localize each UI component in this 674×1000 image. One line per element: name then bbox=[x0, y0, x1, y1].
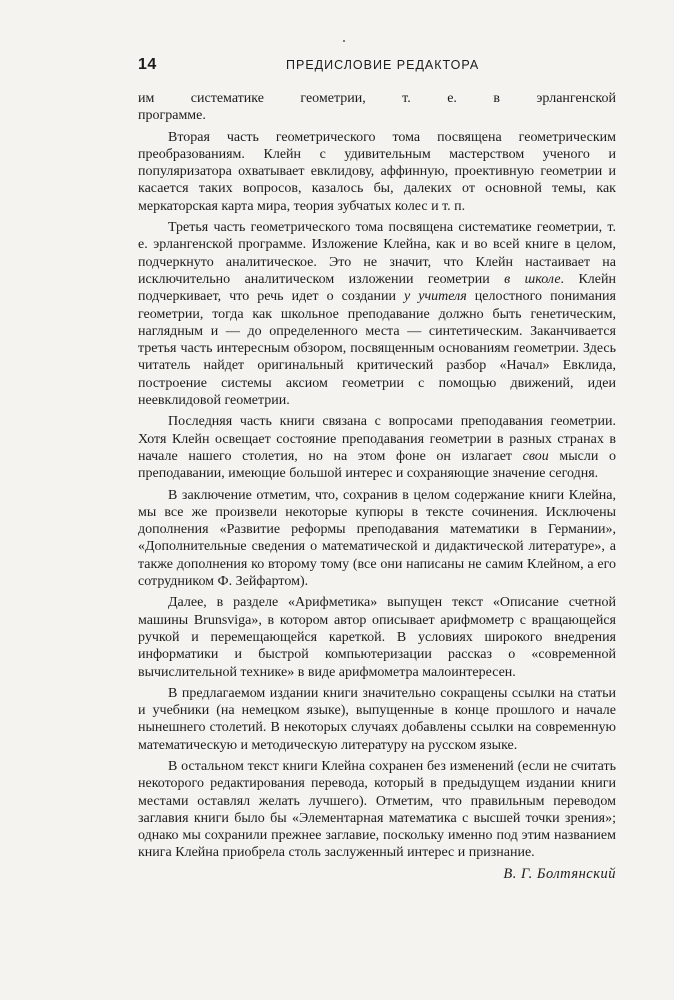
paragraph-arithmetic: Далее, в разделе «Арифметика» выпущен текст «Описание счетной машины Brunsviga», в котором автор описывает арифмометр с вращающейся ручкой и перемещающейся кареткой. В условиях широкого внедрения информатики и быстрой компьютеризации рассказ о «современной вычислительной технике» в виде арифмометра малоинтересен. bbox=[138, 595, 616, 680]
paragraph-systematics bbox=[138, 219, 616, 409]
paragraph-teaching bbox=[138, 413, 616, 482]
text-span: целостного понимания геометрии, тогда как школьное преподавание должно быть генетическим, наглядным и — до определенного места — синтетическим. Заканчивается третья часть интересным обзором, посвященным основаниям геометрии. Здесь читатель найдет оригинальный критический разбор «Начал» Евклида, построение системы аксиом геометрии с помощью движений, идеи неевклидовой геометрии. bbox=[138, 289, 616, 409]
text-span: Последняя часть книги связана с вопросами преподавания геометрии. Хотя Клейн освещает состояние преподавания геометрии в разных странах в начале нашего столетия, но на этом фоне он излагает bbox=[138, 414, 616, 464]
paragraph-continuation: им систематике геометрии, т. е. в эрлангенской программе. bbox=[138, 91, 616, 124]
page-number: 14 bbox=[138, 56, 157, 73]
text-span: Третья часть геометрического тома посвящена систематике геометрии, т. е. эрлангенской программе. Изложение Клейна, как и во всей книге в целом, подчеркнуто аналитическое. Это не значит, что Клейн настаивает на исключительно аналитическом изложении геометрии bbox=[138, 220, 616, 287]
page-header bbox=[138, 56, 616, 78]
running-head: ПРЕДИСЛОВИЕ РЕДАКТОРА bbox=[286, 58, 480, 72]
paragraph-references: В предлагаемом издании книги значительно сокращены ссылки на статьи и учебники (на немецком языке), выпущенные в конце прошлого и начале нынешнего столетий. В некоторых случаях добавлены ссылки на современную математическую и методическую литературу на русском языке. bbox=[138, 685, 616, 753]
editor-signature: В. Г. Болтянский bbox=[503, 866, 616, 882]
emphasis-own: свои bbox=[522, 448, 549, 464]
paragraph-geometric-transformations: Вторая часть геометрического тома посвящена геометрическим преобразованиям. Клейн с удивительным мастерством ученого и популяризатора охватывает евклидову, аффинную, проективную геометрии и касается таких вопросов, казалось бы, далеких от основной темы, как меркаторская карта мира, теория зубчатых колес и т. п. bbox=[138, 129, 616, 214]
paragraph-title-translation: В остальном текст книги Клейна сохранен без изменений (если не считать некоторого редактирования перевода, который в предыдущем издании книги местами оставлял желать лучшего). Отметим, что правильным переводом заглавия книги было бы «Элементарная математика с высшей точки зрения»; однако мы сохранили прежнее заглавие, поскольку именно под этим названием книга Клейна приобрела столь заслуженный интерес и признание. bbox=[138, 758, 616, 861]
body-text bbox=[138, 90, 616, 862]
emphasis-teacher: у учителя bbox=[404, 289, 467, 305]
paragraph-cuts: В заключение отметим, что, сохранив в целом содержание книги Клейна, мы все же произвели некоторые купюры в тексте сочинения. Исключены дополнения «Развитие реформы преподавания математики в Германии», «Дополнительные сведения о математической и дидактической литературе», а также дополнения ко второму тому (все они написаны не самим Клейном, а его сотрудником Ф. Зейфартом). bbox=[138, 487, 616, 590]
text-span: мысли о преподавании, имеющие большой интерес и сохраняющие значение сегодня. bbox=[138, 448, 616, 482]
emphasis-in-school: в школе bbox=[504, 271, 561, 287]
text-span: . Клейн подчеркивает, что речь идет о создании bbox=[138, 271, 616, 305]
print-speck bbox=[343, 40, 345, 42]
